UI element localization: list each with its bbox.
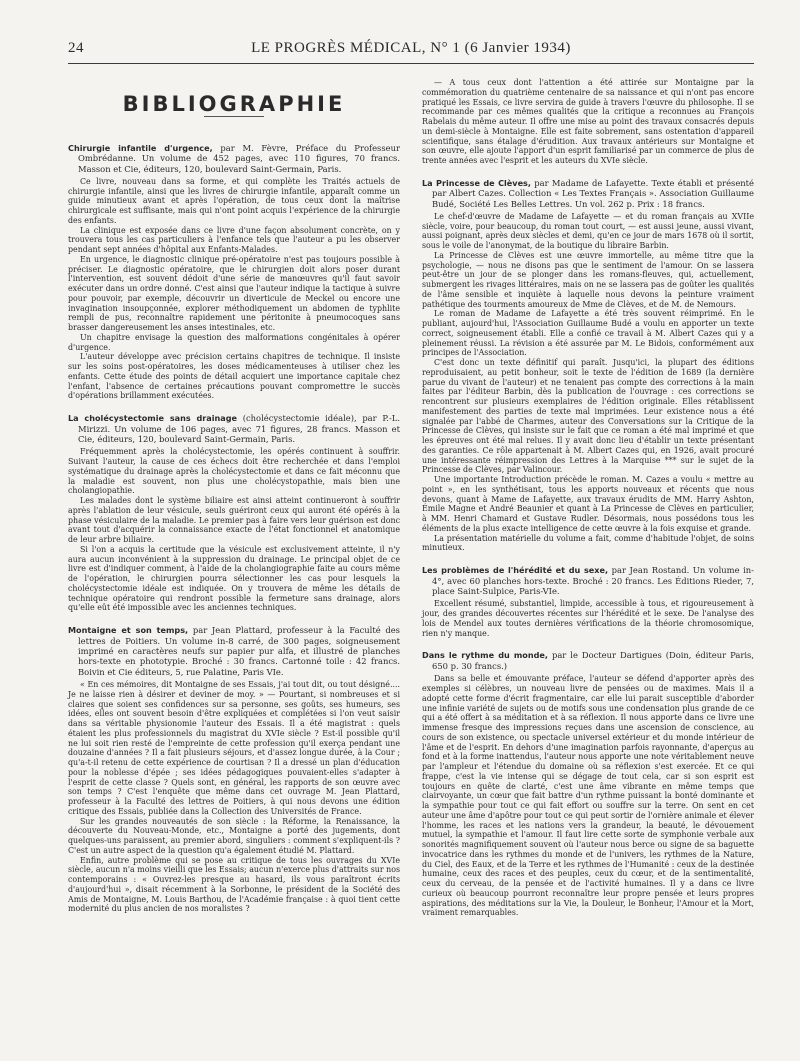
book-review (422, 565, 754, 638)
book-review (68, 413, 400, 613)
review-paragraph: La clinique est exposée dans ce livre d'une façon absolument concrète, on y trouvera tous les cas particuliers à l'enfance tels que l'auteur a pu les observer pendant sept années d'hôpital aux Enfants-Malades. (68, 225, 400, 255)
review-paragraph: Si l'on a acquis la certitude que la vésicule est exclusivement atteinte, il n'y aura aucun inconvénient à la suppression du drainage. Le principal objet de ce livre est d'indiquer comment, à l'aide de la cholangiographie faite au cours même de l'opération, le chirurgien pourra sélectionner les cas pour lesquels la cholécystectomie idéale est indiquée. On y trouvera de même les détails de technique opératoire qui rendront possible la fermeture sans drainage, alors qu'elle eût été impossible avec les anciennes techniques. (68, 544, 400, 613)
review-publication-info: par le Docteur Dartigues (Doin, éditeur Paris, 650 p. 30 francs.) (432, 650, 754, 671)
review-title: La Princesse de Clèves, (422, 177, 531, 188)
review-paragraph: L'auteur développe avec précision certains chapitres de technique. Il insiste sur les soins post-opératoires, les doses médicamenteuses à utiliser chez les enfants. Cette étude des points de détail acquiert une importance capitale chez l'enfant, l'absence de certaines précautions pouvant compromettre le succès d'opérations brillamment exécutées. (68, 352, 400, 401)
review-paragraph: — A tous ceux dont l'attention a été attirée sur Montaigne par la commémoration du quatrième centenaire de sa naissance et qui n'ont pas encore pratiqué les Essais, ce livre servira de guide à travers l'œuvre du philosophe. Il se recommande par ces mêmes qualités que la critique a reconnues au François Rabelais du même auteur. Il offre une mise au point des travaux consacrés depuis un demi-siècle à Montaigne. Elle est faite sobrement, sans ostentation d'appareil scientifique, sans étalage d'érudition. Aux travaux antérieurs sur Montaigne et son œuvre, elle ajoute l'apport d'un esprit familiarisé par un commerce de plus de trente années avec l'esprit et les auteurs du XVIe siècle. (422, 78, 754, 165)
review-paragraph: La présentation matérielle du volume a fait, comme d'habitude l'objet, de soins minutieux. (422, 533, 754, 553)
review-paragraph: En urgence, le diagnostic clinique pré-opératoire n'est pas toujours possible à préciser. Le diagnostic opératoire, que le chirurgien doit alors poser durant l'intervention, est souvent dédoit d'une série de manœuvres qu'il faut savoir exécuter dans un ordre donné. C'est ainsi que l'auteur indique la tactique à suivre pour pouvoir, par exemple, découvrir un diverticule de Meckel ou encore une invagination insoupçonnée, explorer méthodiquement un abdomen de typhlite rempli de pus, reconnaître rapidement une péritonite à pneumocoques sans brasser dangereusement les anses intestinales, etc. (68, 254, 400, 333)
review-publication-info: par Jean Rostand. Un volume in-4°, avec 60 planches hors-texte. Broché : 20 francs. Les Éditions Rieder, 7, place Saint-Sulpice, Paris-VIe. (432, 565, 754, 597)
review-paragraph: Une importante Introduction précède le roman. M. Cazes a voulu « mettre au point », en les synthétisant, tous les apports nouveaux et récents que nous devons, quant à Mame de Lafayette, aux travaux érudits de MM. Harry Ashton, Émile Magne et André Beaunier et quant à La Princesse de Clèves en particulier, à MM. Henri Chamard et Gustave Rudler. Désormais, nous possédons tous les éléments de la plus exacte intelligence de cette œuvre à la fois exquise et grande. (422, 475, 754, 533)
review-title: La cholécystectomie sans drainage (68, 413, 238, 424)
review-title: Montaigne et son temps, (68, 625, 189, 636)
review-heading (68, 143, 400, 174)
review-heading (68, 625, 400, 677)
book-review (422, 78, 754, 166)
book-review (422, 650, 754, 918)
review-paragraph: C'est donc un texte définitif qui paraît. Jusqu'ici, la plupart des éditions reproduisaient, au petit bonheur, soit le texte de l'édition de 1689 (la dernière parue du vivant de l'auteur) et ne tenaient pas compte des corrections à la main faites par l'éditeur Barbin, dès la publication de l'ouvrage : ces corrections se rencontrent sur plusieurs exemplaires de l'édition originale. Elles rétablissent manifestement des parties de texte mal imprimées. Leur existence nous a été signalée par l'abbé de Charmes, auteur des Conversations sur la Critique de la Princesse de Clèves, qui insiste sur le fait que ce roman a été mal imprimé et que les épreuves ont été mal relues. Il y avait donc lieu d'établir un texte présentant des garanties. Ce rôle appartenait à M. Albert Cazes qui, en 1926, avait procuré une intéressante réimpression des Lettres à la Marquise *** sur le sujet de la Princesse de Clèves, par Valincour. (422, 358, 754, 475)
review-paragraph: Les malades dont le système biliaire est ainsi atteint continueront à souffrir après l'ablation de leur vésicule, seuls guériront ceux qui auront été opérés à la phase vésiculaire de la maladie. Le premier pas à faire vers leur guérison est donc avant tout d'acquérir la connaissance exacte de l'état fonctionnel et anatomique de leur arbre biliaire. (68, 496, 400, 545)
columns (68, 78, 754, 930)
book-review (68, 143, 400, 401)
review-publication-info: par M. Fèvre, Préface du Professeur Ombrédanne. Un volume de 452 pages, avec 110 figures, 70 francs. Masson et Cie, éditeurs, 120, boulevard Saint-Germain, Paris. (78, 142, 400, 174)
review-paragraph: Excellent résumé, substantiel, limpide, accessible à tous, et rigoureusement à jour, des grandes découvertes récentes sur l'hérédité et le sexe. De l'analyse des lois de Mendel aux toutes dernières vérifications de la théorie chromosomique, rien n'y manque. (422, 599, 754, 638)
page-number: 24 (68, 40, 84, 56)
review-publication-info: par Madame de Lafayette. Texte établi et présenté par Albert Cazes. Collection « Les Textes Français ». Association Guillaume Budé, Société Les Belles Lettres. Un vol. 262 p. Prix : 18 francs. (432, 177, 754, 209)
review-publication-info: par Jean Plattard, professeur à la Faculté des lettres de Poitiers. Un volume in-8 carré, de 300 pages, soigneusement imprimé en caractères neufs sur papier pur alfa, et illustré de planches hors-texte en phototypie. Broché : 30 francs. Cartonné toile : 42 francs. Boivin et Cie éditeurs, 5, rue Palatine, Paris VIe. (78, 625, 400, 677)
review-paragraph: Sur les grandes nouveautés de son siècle : la Réforme, la Renaissance, la découverte du Nouveau-Monde, etc., Montaigne a porté des jugements, dont quelques-uns paraissent, au premier abord, singuliers : comment s'expliquent-ils ? C'est un autre aspect de la question qu'a également étudié M. Plattard. (68, 816, 400, 855)
running-header (68, 40, 754, 57)
review-paragraph: Fréquemment après la cholécystectomie, les opérés continuent à souffrir. Suivant l'auteur, la cause de ces échecs doit être recherchée et dans l'emploi systématique du drainage après la cholécystectomie et dans ce fait méconnu que la maladie est souvent, non plus une cholécystopathie, mais bien une cholangiopathie. (68, 447, 400, 496)
right-column (422, 78, 754, 930)
review-heading (422, 650, 754, 671)
review-paragraph: Le chef-d'œuvre de Madame de Lafayette — et du roman français au XVIIe siècle, voire, pour beaucoup, du roman tout court, — est aussi jeune, aussi vivant, aussi poignant, après deux siècles et demi, qu'en ce jour de mars 1678 où il sortit, sous le voile de l'anonymat, de la boutique du libraire Barbin. (422, 211, 754, 251)
review-title: Chirurgie infantile d'urgence, (68, 142, 213, 153)
review-title: Dans le rythme du monde, (422, 650, 548, 661)
left-column (68, 78, 400, 930)
journal-title: LE PROGRÈS MÉDICAL, N° 1 (6 Janvier 1934) (251, 40, 571, 56)
review-title: Les problèmes de l'hérédité et du sexe, (422, 565, 609, 576)
review-publication-info: (cholécystectomie idéale), par P.-L. Mirizzi. Un volume de 106 pages, avec 71 figures, 28 francs. Masson et Cie, éditeurs, 120, boulevard Saint-Germain, Paris. (78, 413, 400, 445)
header-rule (68, 63, 754, 64)
review-heading (68, 413, 400, 444)
review-paragraph: La Princesse de Clèves est une œuvre immortelle, au même titre que la psychologie, — nous ne disons pas que le sentiment de l'amour. On se lassera peut-être un jour de se plonger dans les romans-fleuves, qui, actuellement, submergent les rivages littéraires, mais on ne se lassera pas de goûter les qualités de l'âme sensible et inquiète à laquelle nous devons la peinture vraiment pathétique des tourments amoureux de Mme de Clèves, et de M. de Nemours. (422, 250, 754, 309)
review-paragraph: Un chapitre envisage la question des malformations congénitales à opérer d'urgence. (68, 332, 400, 352)
book-review (68, 625, 400, 914)
review-paragraph: Enfin, autre problème qui se pose au critique de tous les ouvrages du XVIe siècle, aucun n'a moins vieilli que les Essais; aucun n'exerce plus d'attraits sur nos contemporains : « Ouvrez-les presque au hasard, ils vous paraîtront écrits d'aujourd'hui », disait récemment à la Sorbonne, le président de la Société des Amis de Montaigne, M. Louis Barthou, de l'Académie française : à quoi tient cette modernité du plus ancien de nos moralistes ? (68, 855, 401, 914)
review-heading (422, 565, 754, 596)
review-paragraph: « En ces mémoires, dit Montaigne de ses Essais, j'ai tout dit, ou tout désigné.... Je ne laisse rien à désirer et deviner de moy. » — Pourtant, si nombreuses et si claires que soient ses confidences sur sa personne, ses goûts, ses humeurs, ses idées, elles ont souvent besoin d'être expliquées et complétées si l'on veut saisir dans sa véritable physionomie l'auteur des Essais. Il a été magistrat : quels étaient les plus professionnels du magistrat du XVIe siècle ? Est-il possible qu'il ne lui soit rien resté de l'empreinte de cette profession qu'il exerça pendant une douzaine d'années ? Il a fait plusieurs séjours, et d'assez longue durée, à la Cour ; qu'a-t-il retenu de cette expérience de courtisan ? Il a dressé un plan d'éducation pour la noblesse d'épée ; ses idées pédagogiques pouvaient-elles s'adapter à l'esprit de cette classe ? Quels sont, en général, les rapports de son œuvre avec son temps ? C'est l'enquête que même dans cet ouvrage M. Jean Plattard, professeur à la Faculté des lettres de Poitiers, à qui nous devons une édition critique des Essais, publiée dans la Collection des Universités de France. (68, 680, 400, 816)
section-title: BIBLIOGRAPHIE (122, 92, 346, 116)
book-review (422, 178, 754, 553)
review-paragraph: Ce livre, nouveau dans sa forme, et qui complète les Traités actuels de chirurgie infantile, ainsi que les livres de chirurgie infantile, apparaît comme un guide minutieux avant et après l'opération, de tous ceux dont la maîtrise chirurgicale est suffisante, mais qui n'ont point acquis l'expérience de la chirurgie des enfants. (68, 176, 400, 225)
review-paragraph: Dans sa belle et émouvante préface, l'auteur se défend d'apporter après des exemples si célèbres, un nouveau livre de pensées ou de maximes. Mais il a adopté cette forme d'écrit fragmentaire, car elle lui parait susceptible d'aborder une infinie variété de sujets ou de motifs sous une condensation plus grande de ce qui a été offert à sa méditation et à sa réflexion. Il nous apporte dans ce livre une immense fresque des impressions reçues dans une ascension de conscience, au cours de son existence, ou spectacle universel extérieur et du monde intérieur de l'âme et de l'esprit. En dehors d'une imagination parfois rayonnante, d'aperçus au fond et à la forme inattendus, l'auteur nous apporte une note véritablement neuve par l'ampleur et l'étendue du domaine où sa réflexion s'est exercée. Et ce qui frappe, c'est la vie intense qui se dégage de tout cela, car si son esprit est toujours en quête de clarté, c'est une âme vibrante en même temps que clairvoyante, un cœur que fait battre d'un rythme puissant la bonté dominante et la sympathie pour tout ce qui fait effort ou souffre sur la terre. On sent en cet auteur une âme d'apôtre pour tout ce qui peut sortir de l'ornière animale et élever l'homme, les races et les nations vers la grandeur, la beauté, le dévouement mutuel, la sympathie et l'amour. Il faut lire cette sorte de symphonie verbale aux sonorités magnifiquement souvent où l'auteur nous berce ou signe de sa baguette invocatrice dans les rythmes du monde et de l'univers, les rythmes de la Nature, du Ciel, des Eaux, et de la Terre et les rythmes de l'Humanité : ceux de la destinée humaine, ceux des races et des peuples, ceux du cœur, et de la sentimentalité, ceux du cerveau, de la pensée et de l'activité humaines. Il y a dans ce livre curieux où beaucoup pourront reconnaître leur propre pensée et leurs propres aspirations, des méditations sur la Vie, la Douleur, le Bonheur, l'Amour et la Mort, vraiment remarquables. (422, 674, 754, 918)
review-heading (422, 178, 754, 209)
review-paragraph: Le roman de Madame de Lafayette a été très souvent réimprimé. En le publiant, aujourd'hui, l'Association Guillaume Budé a voulu en apporter un texte correct, soigneusement établi. Elle a confié ce travail à M. Albert Cazes qui y a pleinement réussi. La révision a été assurée par M. Le Bidois, conformément aux principes de l'Association. (422, 309, 754, 358)
